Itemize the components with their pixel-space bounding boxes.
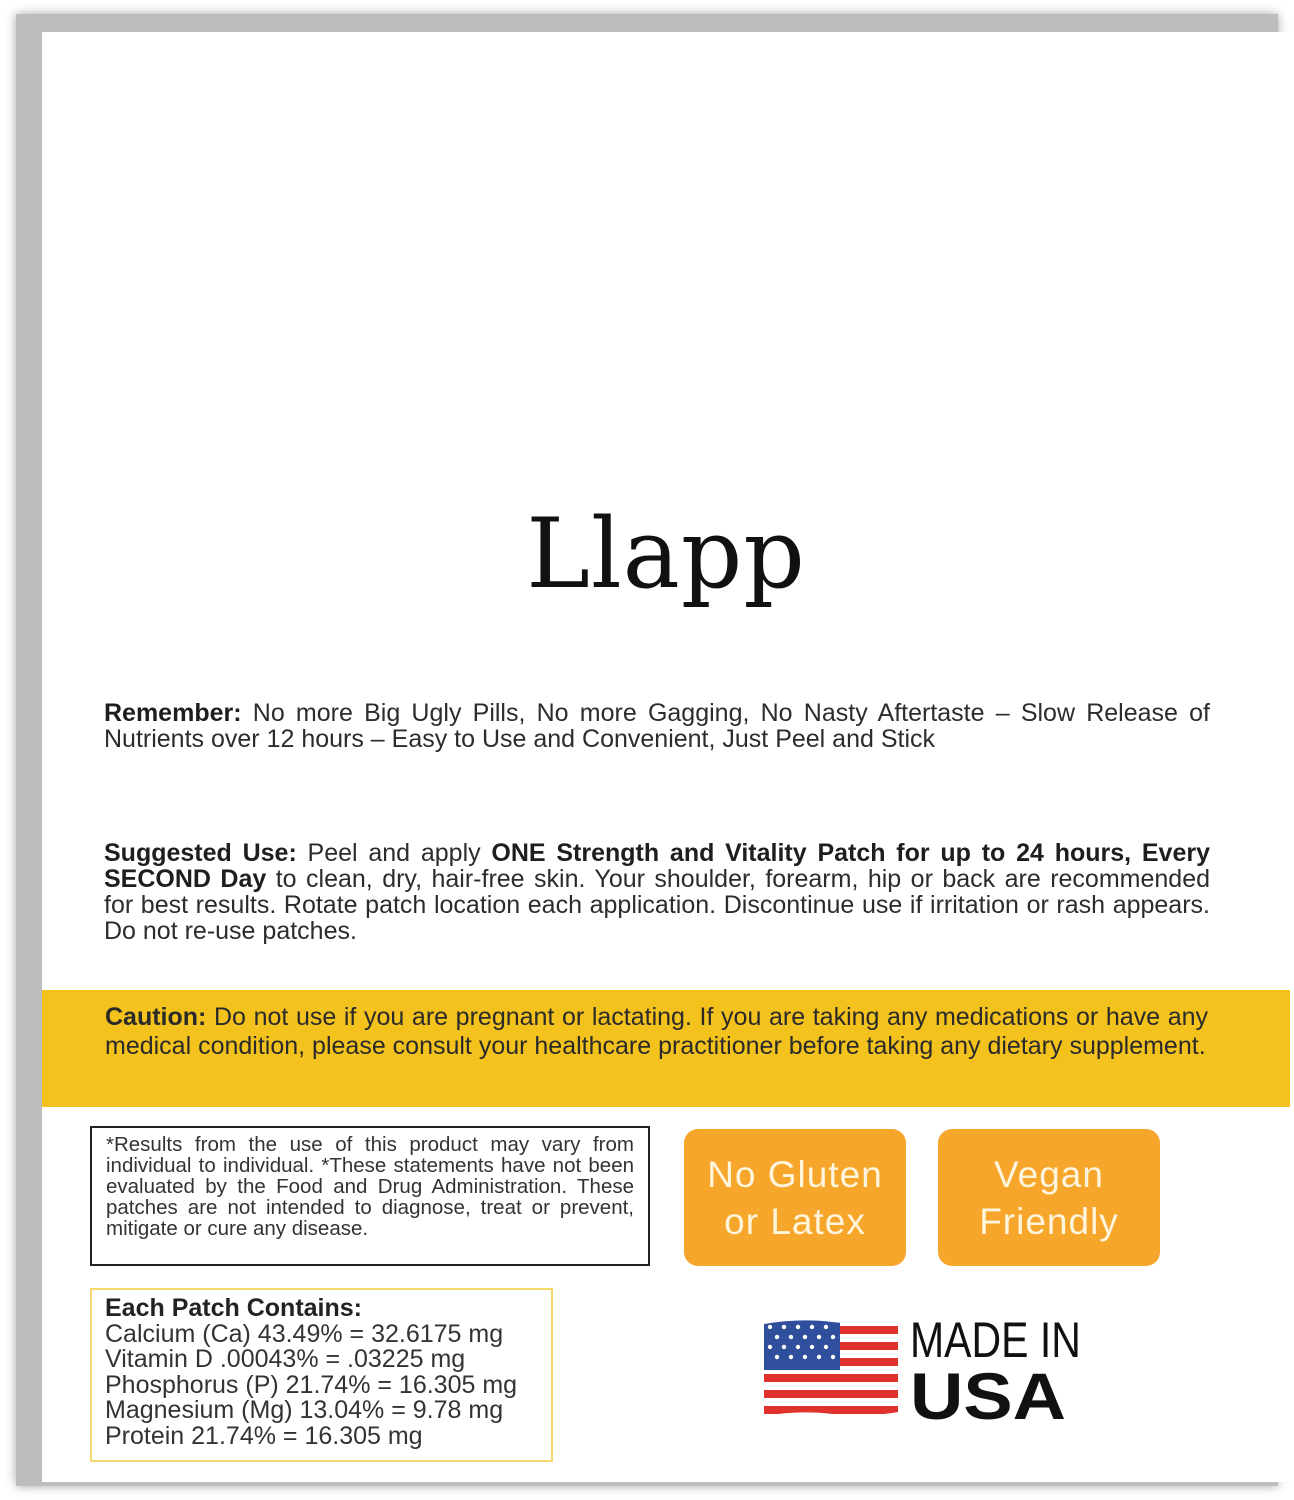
fda-disclaimer: *Results from the use of this product may vary from individual to individual. *These statements have not been evaluated by the Food and Drug Administration. These patches are not intended to diagnose, treat or prevent, mitigate or cure any disease. <box>90 1126 650 1266</box>
made-in-usa-logo <box>760 1312 1090 1433</box>
remember-paragraph <box>104 700 1210 752</box>
suggested-use-text-a: Peel and apply <box>296 839 492 867</box>
suggested-use-text-b: to clean, dry, hair-free skin. Your shoulder, forearm, hip or back are recommended for best results. Rotate patch location each application. Discontinue use if irritation or rash appears. Do not re-use patches. <box>104 865 1211 945</box>
ingredient-row: Magnesium (Mg) 13.04% = 9.78 mg <box>105 1396 504 1424</box>
no-gluten-badge-label: No Gluten or Latex <box>707 1153 883 1242</box>
ingredient-row: Calcium (Ca) 43.49% = 32.6175 mg <box>105 1319 504 1348</box>
caution-text: Do not use if you are pregnant or lactating. If you are taking any medications or have any medical condition, please consult your healthcare practitioner before taking any dietary supplement. <box>105 1003 1208 1060</box>
remember-label: Remember: <box>104 699 242 727</box>
suggested-use-paragraph <box>104 840 1210 944</box>
suggested-use-label: Suggested Use: <box>104 839 297 867</box>
caution-paragraph <box>105 1003 1208 1061</box>
no-gluten-badge <box>684 1129 906 1266</box>
vegan-badge-label: Vegan Friendly <box>979 1153 1119 1242</box>
us-flag-icon <box>760 1318 902 1418</box>
suggested-use-dosage: ONE Strength and Vitality Patch for up to 24 hours, Every SECOND Day <box>104 839 1210 893</box>
made-in-label: MADE IN <box>910 1312 1081 1368</box>
brand-logo: Llapp <box>526 498 806 610</box>
ingredients-box <box>90 1288 553 1462</box>
caution-label: Caution: <box>105 1003 207 1031</box>
vegan-badge <box>938 1129 1160 1266</box>
ingredients-title: Each Patch Contains: <box>105 1294 362 1322</box>
label-panel <box>42 32 1290 1482</box>
ingredient-row: Protein 21.74% = 16.305 mg <box>105 1421 423 1450</box>
usa-label: USA <box>910 1359 1067 1433</box>
ingredient-row: Vitamin D .00043% = .03225 mg <box>105 1345 466 1373</box>
ingredient-row: Phosphorus (P) 21.74% = 16.305 mg <box>105 1370 518 1399</box>
made-in-usa-text <box>910 1312 1118 1433</box>
remember-text: No more Big Ugly Pills, No more Gagging, No Nasty Aftertaste – Slow Release of Nutrients over 12 hours – Easy to Use and Convenient, Just Peel and Stick <box>104 699 1210 753</box>
package-frame <box>16 14 1278 1486</box>
